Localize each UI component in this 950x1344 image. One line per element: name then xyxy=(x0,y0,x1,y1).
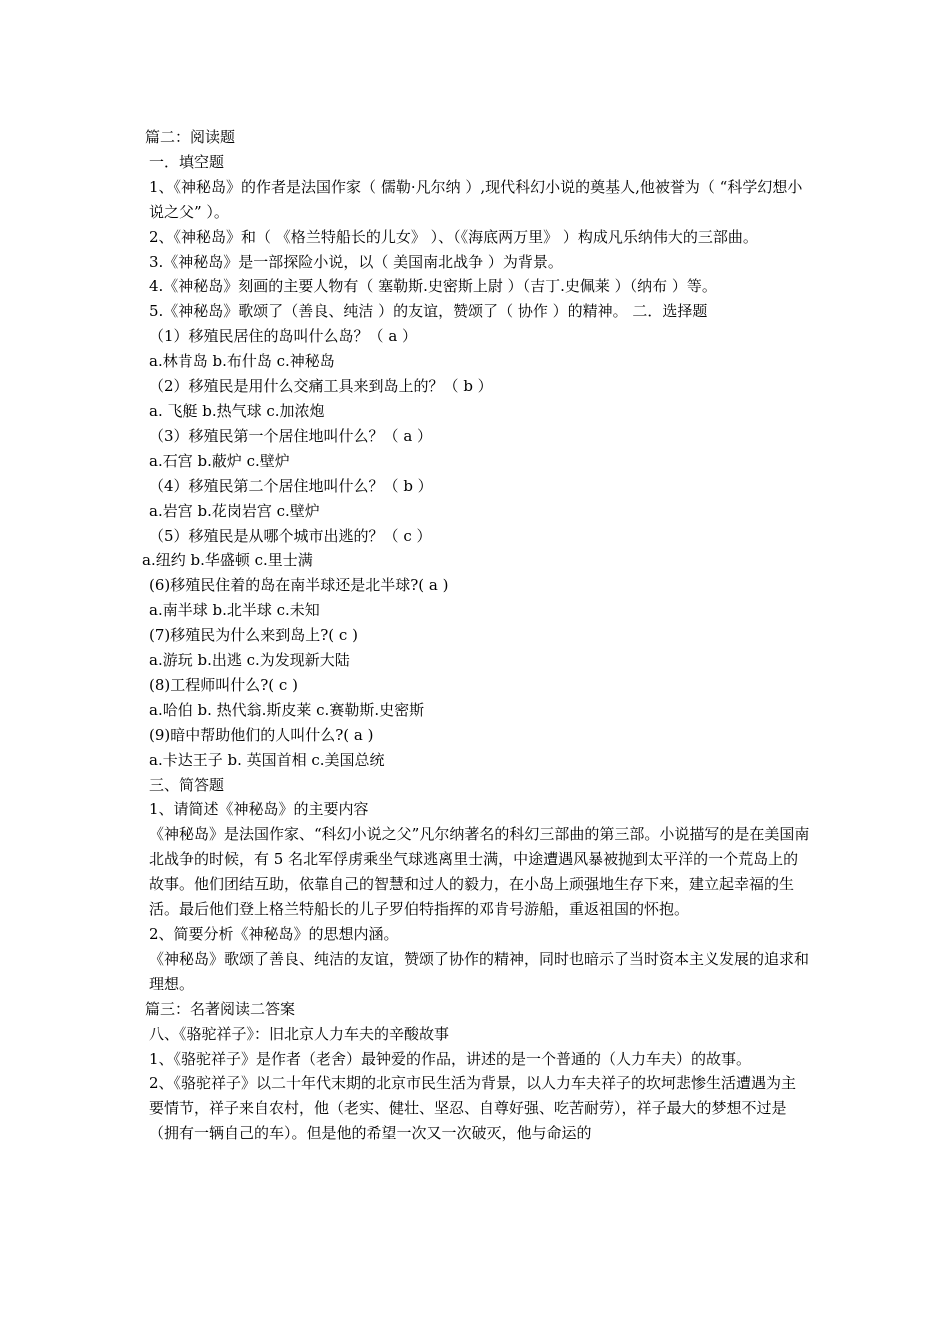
paragraph: 1、《神秘岛》的作者是法国作家（ 儒勒·凡尔纳 ）,现代科幻小说的奠基人,他被誉为（ “科学幻想小说之父” ）。 xyxy=(149,177,803,221)
text-line: 一．填空题 xyxy=(149,152,225,171)
text-line: a.卡达王子 b. 英国首相 c.美国总统 xyxy=(149,750,385,769)
text-line: a.哈伯 b. 热代翁.斯皮莱 c.赛勒斯.史密斯 xyxy=(149,700,425,719)
paragraph: 2、《骆驼祥子》以二十年代末期的北京市民生活为背景，以人力车夫祥子的坎坷悲惨生活遭遇为主要情节，祥子来自农村，他（老实、健壮、坚忍、自尊好强、吃苦耐劳），祥子最大的梦想不过是（拥有一辆自己的车）。但是他的希望一次又一次破灭，他与命运的 xyxy=(149,1074,797,1143)
text-line: (9)暗中帮助他们的人叫什么?( a ) xyxy=(149,725,374,744)
text-line: (6)移殖民住着的岛在南半球还是北半球?( a ) xyxy=(149,576,449,595)
text-line: （4）移殖民第二个居住地叫什么？（ b ） xyxy=(149,476,433,495)
text-line: （1）移殖民居住的岛叫什么岛？（ a ） xyxy=(149,327,418,346)
text-line: a.林肯岛 b.布什岛 c.神秘岛 xyxy=(149,352,335,371)
text-line: (8)工程师叫什么?( c ) xyxy=(149,675,298,694)
text-line: 2、简要分析《神秘岛》的思想内涵。 xyxy=(149,925,399,943)
paragraph: 《神秘岛》是法国作家、“科幻小说之父”凡尔纳著名的科幻三部曲的第三部。小说描写的是在美国南北战争的时候，有 5 名北军俘虏乘坐气球逃离里士满，中途遭遇风暴被抛到太平洋的一个荒岛上的故事。他们团结互助，依靠自己的智慧和过人的毅力，在小岛上顽强地生存下来，建立起幸福的生活。最后他们登上格兰特船长的儿子罗伯特指挥的邓肯号游船，重返祖国的怀抱。 xyxy=(149,825,810,919)
document-page xyxy=(142,125,810,1146)
text-line: a. 飞艇 b.热气球 c.加浓炮 xyxy=(149,401,325,420)
text-line: （2）移殖民是用什么交痛工具来到岛上的？（ b ） xyxy=(149,377,493,396)
text-line: 八、《骆驼祥子》：旧北京人力车夫的辛酸故事 xyxy=(149,1024,450,1043)
text-line: 1、请简述《神秘岛》的主要内容 xyxy=(149,800,369,819)
paragraph: 1、《骆驼祥子》是作者（老舍）最钟爱的作品，讲述的是一个普通的（人力车夫）的故事。 xyxy=(149,1049,752,1068)
text-line: 3.《神秘岛》是一部探险小说，以（ 美国南北战争 ）为背景。 xyxy=(149,252,563,271)
text-line: （5）移殖民是从哪个城市出逃的？（ c ） xyxy=(149,526,432,545)
text-line: 4.《神秘岛》刻画的主要人物有（ 塞勒斯.史密斯上尉 ）（吉丁.史佩莱 ）（纳布 ）等。 xyxy=(149,277,717,296)
paragraph: 2、《神秘岛》和（ 《格兰特船长的儿女》 ）、（《海底两万里》 ）构成凡乐纳伟大的三部曲。 xyxy=(149,227,758,246)
text-line: 篇三：名著阅读二答案 xyxy=(145,999,296,1018)
text-line: (7)移殖民为什么来到岛上?( c ) xyxy=(149,626,358,645)
paragraph: 《神秘岛》歌颂了善良、纯洁的友谊，赞颂了协作的精神，同时也暗示了当时资本主义发展的追求和理想。 xyxy=(149,949,810,993)
text-line: a.纽约 b.华盛顿 c.里士满 xyxy=(142,551,313,570)
text-line: a.石宫 b.蔽炉 c.壁炉 xyxy=(149,451,290,470)
text-line: （3）移殖民第一个居住地叫什么？（ a ） xyxy=(149,426,433,445)
text-line: a.南半球 b.北半球 c.未知 xyxy=(149,601,320,620)
text-line: 篇二：阅读题 xyxy=(145,128,236,146)
text-line: 5.《神秘岛》歌颂了（善良、纯洁 ）的友谊，赞颂了（ 协作 ）的精神。 二．选择题 xyxy=(149,302,708,321)
text-line: a.游玩 b.出逃 c.为发现新大陆 xyxy=(149,651,350,670)
text-line: 三、简答题 xyxy=(149,775,225,794)
text-line: a.岩宫 b.花岗岩宫 c.壁炉 xyxy=(149,501,320,520)
